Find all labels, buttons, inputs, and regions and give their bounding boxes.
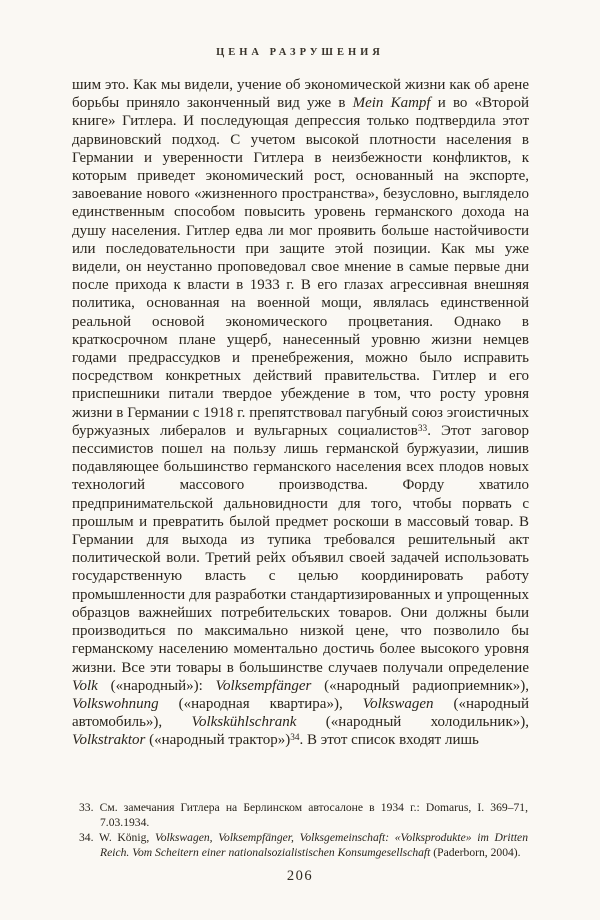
footnote-34: 34. W. König, Volkswagen, Volksempfänger, Volksgemeinschaft: «Volksprodukte» im Dritten Reich. Vom Scheitern einer nationalsozialistischen Konsumgesellschaft (Paderborn, 2004). bbox=[79, 831, 528, 859]
page-number: 206 bbox=[286, 868, 314, 884]
footnotes-block bbox=[79, 800, 528, 860]
running-header: ЦЕНА РАЗРУШЕНИЯ bbox=[216, 47, 384, 58]
body-paragraph: шим это. Как мы видели, учение об экономической жизни как об арене борьбы приняло законченный вид уже в Mein Kampf и во «Второй книге» Гитлера. И последующая депрессия только подтвердила этот дарвиновский подход. С учетом высокой плотности населения в Германии и уверенности Гитлера в неизбежности конфликтов, к которым приведет экономический рост, основанный на экспорте, завоевание нового «жизненного пространства», безусловно, выглядело единственным способом повысить уровень германского дохода на душу населения. Гитлер едва ли мог проявить больше настойчивости или последовательности при защите этой позиции. Как мы уже видели, он неустанно проповедовал свое мнение в самые первые дни после прихода к власти в 1933 г. В его глазах агрессивная внешняя политика, основанная на военной мощи, являлась единственной реальной основой экономического процветания. Однако в краткосрочном плане ущерб, нанесенный уровню жизни немцев годами предрассудков и пренебрежения, можно было исправить посредством конкретных действий правительства. Гитлер и его приспешники питали твердое убеждение в том, что росту уровня жизни в Германии с 1918 г. препятствовал пагубный союз эгоистичных буржуазных либералов и вульгарных социалистов$^{33}$. Этот заговор пессимистов пошел на пользу лишь германской буржуазии, лишив подавляющее большинство германского населения всех плодов новых технологий массового производства. Форду хватило предпринимательской дальновидности для того, чтобы порвать с прошлым и превратить былой предмет роскоши в массовый товар. В Германии для выхода из тупика требовался решительный акт политической воли. Третий рейх объявил своей задачей использовать государственную власть с целью координировать работу промышленности для разработки стандартизированных и упрощенных образцов важнейших потребительских товаров. Они должны были производиться по максимально низкой цене, что позволило бы германскому населению моментально достичь более высокого уровня жизни. Все эти товары в большинстве случаев получали определение Volk («народный»): Volksempfänger («народный радиоприемник»), Volkswohnung («народная квартира»), Volkswagen («народный автомобиль»), Volkskühlschrank («народный холодильник»), Volkstraktor («народный трактор»)$^{34}$. В этот список входят лишь bbox=[72, 77, 530, 749]
footnote-33: 33. См. замечания Гитлера на Берлинском автосалоне в 1934 г.: Domarus, I. 369–71, 7.03.1934. bbox=[79, 801, 528, 829]
